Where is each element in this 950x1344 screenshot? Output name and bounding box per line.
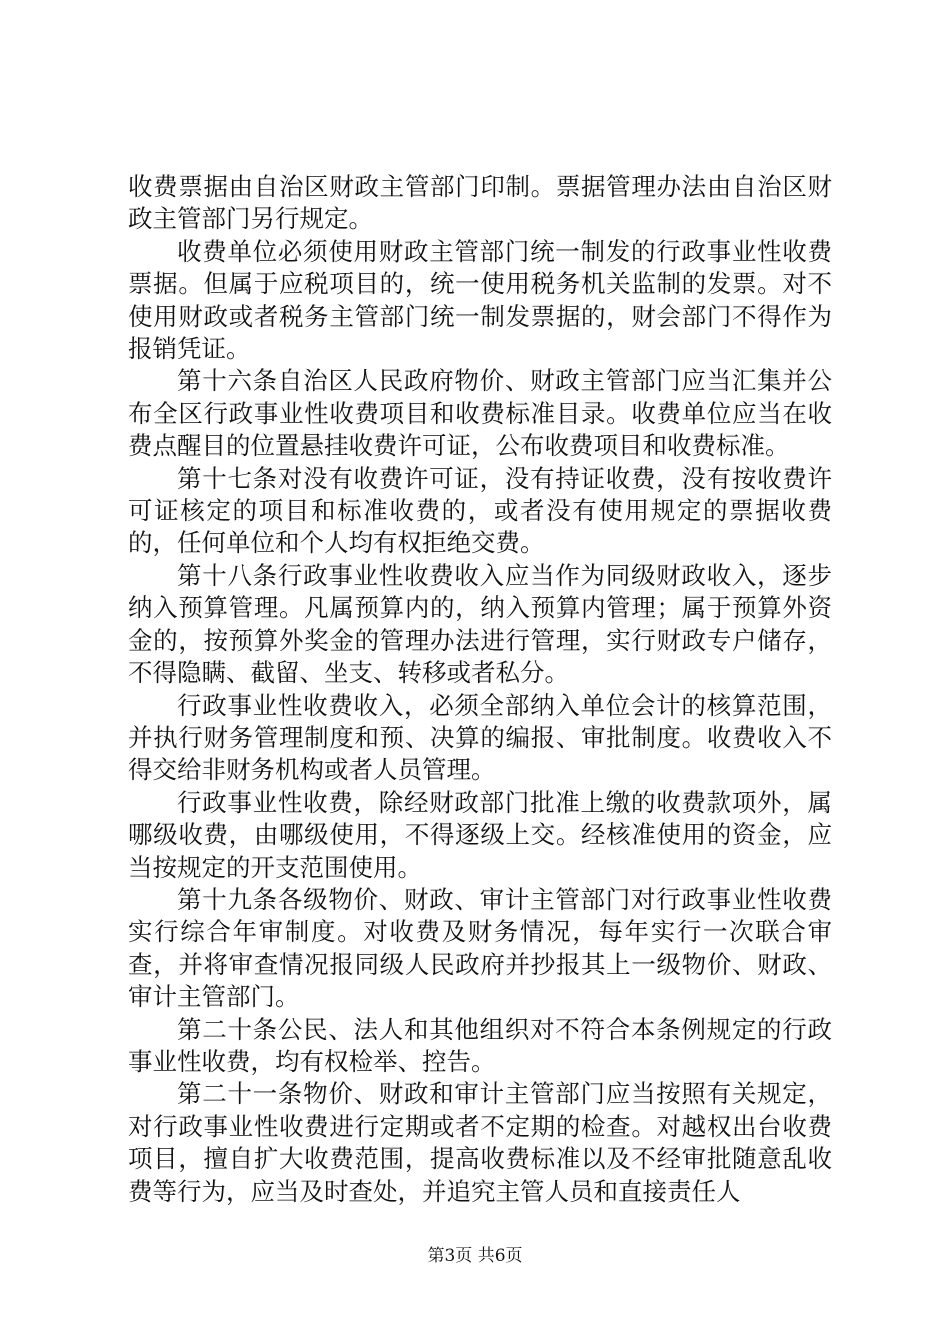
paragraph-2: 收费单位必须使用财政主管部门统一制发的行政事业性收费票据。但属于应税项目的，统一使用税务机关监制的发票。对不使用财政或者税务主管部门统一制发票据的，财会部门不得作为报销凭证。 (128, 236, 832, 364)
paragraph-article-16: 第十六条自治区人民政府物价、财政主管部门应当汇集并公布全区行政事业性收费项目和收费标准目录。收费单位应当在收费点醒目的位置悬挂收费许可证，公布收费项目和收费标准。 (128, 366, 832, 461)
document-body (128, 171, 832, 1208)
paragraph-article-17: 第十七条对没有收费许可证，没有持证收费，没有按收费许可证核定的项目和标准收费的，或者没有使用规定的票据收费的，任何单位和个人均有权拒绝交费。 (128, 463, 832, 558)
paragraph-6: 行政事业性收费收入，必须全部纳入单位会计的核算范围，并执行财务管理制度和预、决算的编报、审批制度。收费收入不得交给非财务机构或者人员管理。 (128, 690, 832, 785)
paragraph-article-19: 第十九条各级物价、财政、审计主管部门对行政事业性收费实行综合年审制度。对收费及财务情况，每年实行一次联合审查，并将审查情况报同级人民政府并抄报其上一级物价、财政、审计主管部门。 (128, 884, 832, 1012)
paragraph-article-18: 第十八条行政事业性收费收入应当作为同级财政收入，逐步纳入预算管理。凡属预算内的，纳入预算内管理；属于预算外资金的，按预算外奖金的管理办法进行管理，实行财政专户储存，不得隐瞒、截留、坐支、转移或者私分。 (128, 560, 832, 688)
paragraph-7: 行政事业性收费，除经财政部门批准上缴的收费款项外，属哪级收费，由哪级使用，不得逐级上交。经核准使用的资金，应当按规定的开支范围使用。 (128, 787, 832, 882)
paragraph-1: 收费票据由自治区财政主管部门印制。票据管理办法由自治区财政主管部门另行规定。 (128, 172, 832, 234)
paragraph-article-21: 第二十一条物价、财政和审计主管部门应当按照有关规定，对行政事业性收费进行定期或者不定期的检查。对越权出台收费项目，擅自扩大收费范围，提高收费标准以及不经审批随意乱收费等行为，应当及时查处，并追究主管人员和直接责任人 (128, 1079, 832, 1206)
page-number-footer: 第3页 共6页 (427, 1246, 523, 1266)
paragraph-article-20: 第二十条公民、法人和其他组织对不符合本条例规定的行政事业性收费，均有权检举、控告。 (128, 1014, 832, 1076)
